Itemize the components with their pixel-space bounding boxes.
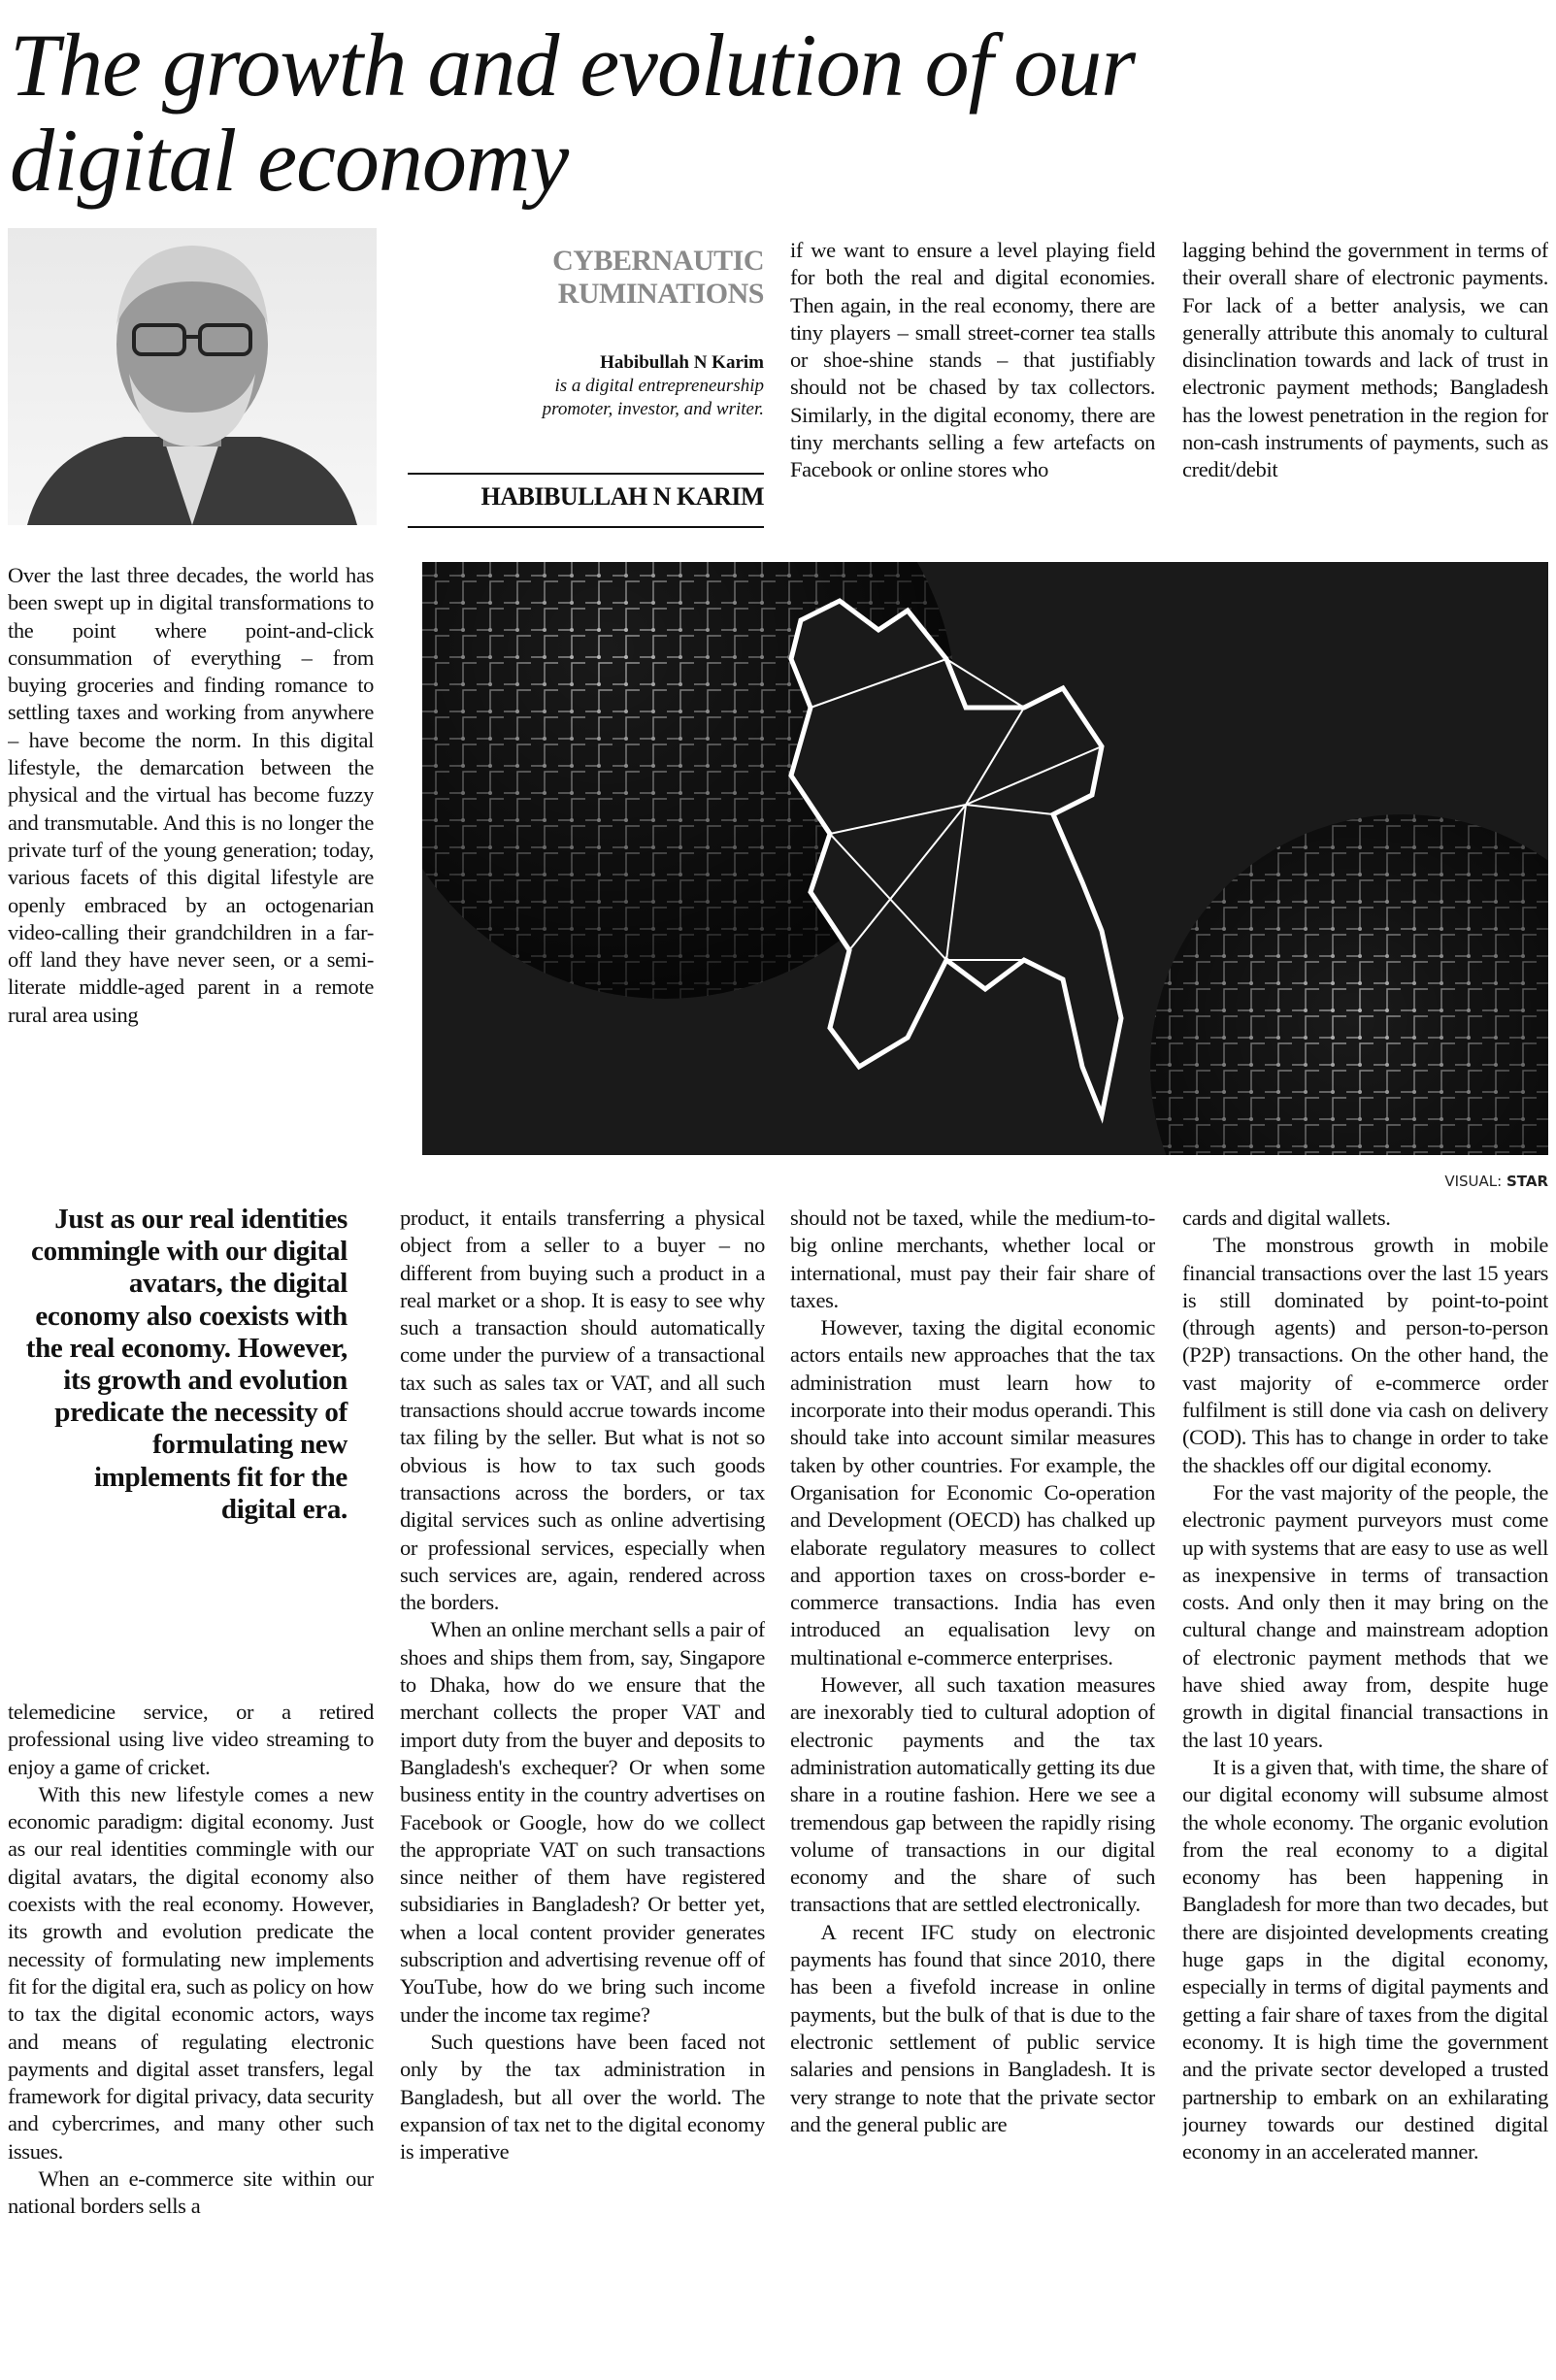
column-2 [400, 1205, 765, 2374]
paragraph: For the vast majority of the people, the electronic payment purveyors must come up with systems that are easy to use as well as inexpensive in terms of transaction costs. And only then it may bring on the cultural change and mainstream adoption of electronic payment methods that we have shied away from, despite huge growth in digital financial transactions in the last 10 years. [1182, 1479, 1548, 1752]
paragraph: product, it entails transferring a physical object from a seller to a buyer – no different from buying such a product in a real market or a shop. It is easy to see why such a transaction should automatically come under the purview of a transactional tax such as sales tax or VAT, and all such transactions should accrue towards income tax filing by the seller. But what is not so obvious is how to tax such goods transactions across the borders, or tax digital services such as online advertising or professional services, especially when such services are, again, rendered across the borders. [400, 1206, 765, 1615]
paragraph: if we want to ensure a level playing field for both the real and digital economies. Then again, in the real economy, there are tiny players – small street-corner tea stalls or shoe-shine stands – that justifiably should not be chased by tax collectors. Similarly, in the digital economy, there are tiny merchants selling a few artefacts on Facebook or online stores who [790, 238, 1155, 482]
byline-rule-top [408, 473, 764, 475]
paragraph: However, taxing the digital economic actors entails new approaches that the tax administration must learn how to incorporate into their modus operandi. This should take into account similar measures taken by other countries. For example, the Organisation for Economic Co-operation and Development (OECD) has chalked up elaborate regulatory measures to collect and apportion taxes on cross-border e-commerce transactions. India has even introduced an equalisation levy on multinational e-commerce enterprises. [790, 1315, 1155, 1669]
column-3-bottom [790, 1205, 1155, 2374]
column-1-top [8, 562, 374, 1146]
headline-line-2: digital economy [10, 111, 569, 210]
column-name [485, 245, 764, 311]
byline: HABIBULLAH N KARIM [480, 482, 764, 511]
author-bio-desc-2: promoter, investor, and writer. [542, 399, 764, 419]
article-illustration [422, 562, 1548, 1155]
headline-line-1: The growth and evolution of our [10, 16, 1136, 115]
image-credit [1340, 1173, 1548, 1190]
paragraph: However, all such taxation measures are inexorably tied to cultural adoption of electronic payments and the tax administration automatically getting its due share in a routine fashion. Here we see a tremendous gap between the rapidly rising volume of transactions in our digital economy and the share of such transactions that are settled electronically. [790, 1672, 1155, 1917]
column-name-line-2: RUMINATIONS [557, 278, 764, 310]
author-bio-name: Habibullah N Karim [600, 352, 764, 373]
paragraph: cards and digital wallets. [1182, 1206, 1391, 1230]
paragraph: When an e-commerce site within our national borders sells a [8, 2166, 374, 2219]
pull-quote: Just as our real identities commingle with our digital avatars, the digital economy also coexists with the real economy. However, its growth and evolution predicate the necessity of formulating new implements fit for the digital era. [25, 1204, 348, 1525]
bangladesh-digital-map-illustration [422, 562, 1548, 1155]
paragraph: When an online merchant sells a pair of shoes and ships them from, say, Singapore to Dhaka, how do we ensure that the merchant collects the proper VAT and import duty from the buyer and deposits to Bangladesh's exchequer? Or when some business entity in the country advertises on Facebook or Google, how do we collect the appropriate VAT on such transactions since neither of them have registered subsidiaries in Bangladesh? Or better yet, when a local content provider generates subscription and advertising revenue off of YouTube, how do we bring such income under the income tax regime? [400, 1617, 765, 2027]
image-credit-prefix: VISUAL: [1444, 1173, 1503, 1190]
column-4-bottom [1182, 1205, 1548, 2374]
paragraph: lagging behind the government in terms of their overall share of electronic payments. For lack of a better analysis, we can generally attribute this anomaly to cultural disinclination towards and lack of trust in electronic payment methods; Bangladesh has the lowest penetration in the region for non-cash instruments of payments, such as credit/debit [1182, 238, 1548, 482]
paragraph: Such questions have been faced not only by the tax administration in Bangladesh, but all over the world. The expansion of tax net to the digital economy is imperative [400, 2029, 765, 2165]
headline [10, 17, 1466, 208]
paragraph: It is a given that, with time, the share of our digital economy will subsume almost the whole economy. The organic evolution from the real economy to a digital economy has been happening in Bangladesh for more than two decades, but there are disjointed developments creating huge gaps in the digital economy, especially in terms of digital payments and getting a fair share of taxes from the digital economy. It is high time the government and the private sector developed a trusted partnership to embark on an exhilarating journey towards our destined digital economy in an accelerated manner. [1182, 1754, 1548, 2165]
paragraph: A recent IFC study on electronic payments has found that since 2010, there has been a fivefold increase in online payments, but the bulk of that is due to the electronic settlement of public service salaries and pensions in Bangladesh. It is very strange to note that the private sector and the general public are [790, 1919, 1155, 2136]
paragraph: Over the last three decades, the world has been swept up in digital transformations to the point where point-and-click consummation of everything – from buying groceries and finding romance to settling taxes and working from anywhere – have become the norm. In this digital lifestyle, the demarcation between the physical and the virtual has become fuzzy and transmutable. And this is no longer the private turf of the young generation; today, various facets of this digital lifestyle are openly embraced by an octogenarian video-calling their grandchildren in a far-off land they have never seen, or a semi-literate middle-aged parent in a remote rural area using [8, 563, 374, 1027]
paragraph: The monstrous growth in mobile financial transactions over the last 15 years is still dominated by point-to-point (through agents) and person-to-person (P2P) transactions. On the other hand, the vast majority of e-commerce order fulfilment is still done via cash on delivery (COD). This has to change in order to take the shackles off our digital economy. [1182, 1233, 1548, 1477]
byline-rule-bottom [408, 526, 764, 528]
author-portrait-icon [8, 228, 377, 525]
paragraph: telemedicine service, or a retired professional using live video streaming to enjoy a game of cricket. [8, 1700, 374, 1779]
image-credit-source: STAR [1506, 1173, 1548, 1190]
author-photo [8, 228, 377, 525]
column-4-top [1182, 237, 1548, 540]
author-bio [447, 351, 764, 421]
column-name-line-1: CYBERNAUTIC [552, 245, 764, 277]
column-1-bottom [8, 1699, 374, 2373]
paragraph: With this new lifestyle comes a new economic paradigm: digital economy. Just as our real identities commingle with our digital avatars, the digital economy also coexists with the real economy. However, its growth and evolution predicate the necessity of formulating new implements fit for the digital era, such as policy on how to tax the digital economic actors, ways and means of regulating electronic payments and digital asset transfers, legal framework for digital privacy, data security and cybercrimes, and many other such issues. [8, 1781, 374, 2164]
author-bio-desc-1: is a digital entrepreneurship [554, 376, 764, 396]
paragraph: should not be taxed, while the medium-to-big online merchants, whether local or international, must pay their fair share of taxes. [790, 1206, 1155, 1312]
column-3-top [790, 237, 1155, 540]
